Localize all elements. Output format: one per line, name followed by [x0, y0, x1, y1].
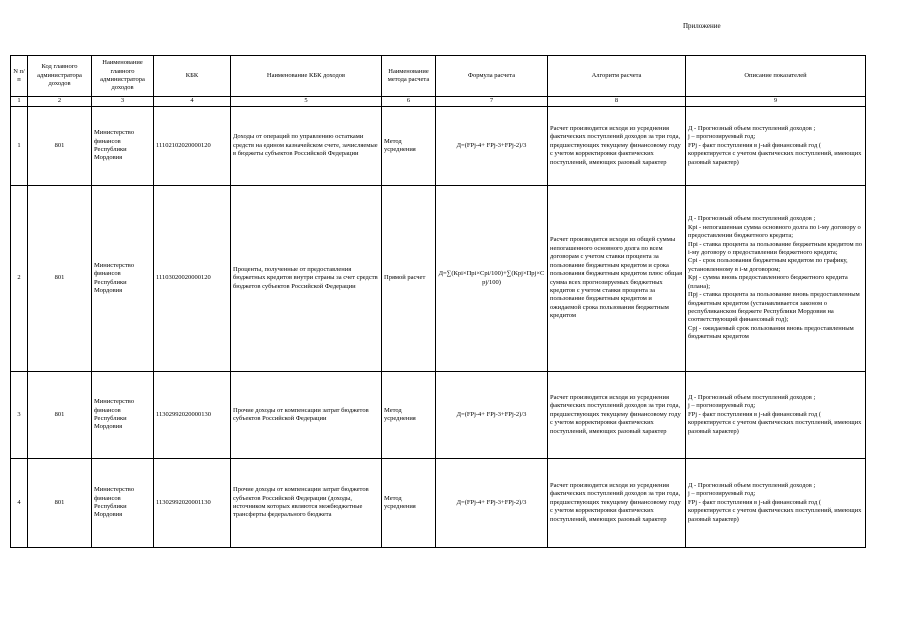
- appendix-label: Приложение: [683, 22, 721, 30]
- calc-algorithm: Расчет производится исходя из усреднения фактических поступлений доходов за три года, предшествующих текущему финансовому году с учетом корректировки фактических поступлений, имеющих разовый характер: [548, 107, 686, 186]
- calc-algorithm: Расчет производится исходя из общей суммы непогашенного основного долга по всем договорам с учетом ставки процента за пользование бюджетным кредитом и срока пользования бюджетным кредитом плюс общая сумма всех прогнозируемых бюджетных кредитов с учетом ставки процента за пользование бюджетным кредитом и ожидаемой срока пользования бюджетным кредитом: [548, 186, 686, 372]
- calc-formula: Д=∑(Кpi×Пpi×Cpi/100)+∑(Кpj×Пpj×Cpj/100): [436, 186, 548, 372]
- column-number: 3: [92, 97, 154, 107]
- header-cell: Описание показателей: [686, 56, 866, 97]
- table-row: [11, 107, 866, 186]
- admin-name: Министерство финансов Республики Мордовия: [92, 107, 154, 186]
- admin-code: 801: [28, 459, 92, 548]
- column-number: 8: [548, 97, 686, 107]
- description-line: j – прогнозируемый год;: [688, 133, 756, 141]
- description-line: Д - Прогнозный объем поступлений доходов ;: [688, 124, 816, 132]
- calc-method: Метод усреднения: [382, 459, 436, 548]
- calc-algorithm: Расчет производится исходя из усреднения фактических поступлений доходов за три года, предшествующих текущему финансовому году с учетом корректировки фактических поступлений, имеющих разовый характер: [548, 372, 686, 459]
- description-line: Д - Прогнозный объем поступлений доходов ;: [688, 481, 816, 489]
- description-line: j – прогнозируемый год;: [688, 490, 756, 498]
- kbk-name: Прочие доходы от компенсации затрат бюджетов субъектов Российской Федерации (доходы, источником которых являются межбюджетные трансферты федерального бюджета: [231, 459, 382, 548]
- kbk-name: Проценты, полученные от предоставления бюджетных кредитов внутри страны за счет средств бюджетов субъектов Российской Федерации: [231, 186, 382, 372]
- calc-algorithm: Расчет производится исходя из усреднения фактических поступлений доходов за три года, предшествующих текущему финансовому году с учетом корректировки фактических поступлений, имеющих разовый характер: [548, 459, 686, 548]
- header-cell: Код главного администратора доходов: [28, 56, 92, 97]
- column-number: 1: [11, 97, 28, 107]
- column-number-row: [11, 97, 866, 107]
- table-row: [11, 372, 866, 459]
- row-number: 2: [11, 186, 28, 372]
- calc-formula: Д=(FPj-4+ FPj-3+FPj-2)/3: [436, 107, 548, 186]
- header-cell: N п/п: [11, 56, 28, 97]
- column-number: 2: [28, 97, 92, 107]
- table-row: [11, 459, 866, 548]
- kbk-code: 11102102020000120: [154, 107, 231, 186]
- header-cell: Наименование метода расчета: [382, 56, 436, 97]
- calc-method: Метод усреднения: [382, 107, 436, 186]
- calc-formula: Д=(FPj-4+ FPj-3+FPj-2)/3: [436, 459, 548, 548]
- kbk-name: Доходы от операций по управлению остатками средств на едином казначейском счете, зачисляемые в бюджеты субъектов Российской Федерации: [231, 107, 382, 186]
- indicator-description: [686, 372, 866, 459]
- description-line: j – прогнозируемый год;: [688, 402, 756, 410]
- description-line: Cpj - ожидаемый срок пользования вновь предоставленным бюджетным кредитом: [688, 324, 854, 341]
- indicator-description: [686, 107, 866, 186]
- description-line: FPj - факт поступления в j-ый финансовый год ( корректируется с учетом фактических поступлений, имеющих разовый характер): [688, 410, 862, 435]
- admin-code: 801: [28, 372, 92, 459]
- admin-name: Министерство финансов Республики Мордовия: [92, 186, 154, 372]
- column-number: 4: [154, 97, 231, 107]
- row-number: 3: [11, 372, 28, 459]
- row-number: 1: [11, 107, 28, 186]
- indicator-description: [686, 459, 866, 548]
- admin-code: 801: [28, 107, 92, 186]
- calc-formula: Д=(FPj-4+ FPj-3+FPj-2)/3: [436, 372, 548, 459]
- description-line: Кpi - непогашенная сумма основного долга по i-му договору о предоставлении бюджетного кредита;: [688, 223, 861, 240]
- column-number: 7: [436, 97, 548, 107]
- header-cell: Алгоритм расчета: [548, 56, 686, 97]
- description-line: Cpi - срок пользования бюджетным кредитом по графику, установленному в i-м договором;: [688, 257, 848, 273]
- description-line: Д - Прогнозный объем поступлений доходов ;: [688, 215, 816, 223]
- description-line: Пpi - ставка процента за пользование бюджетным кредитом по i-му договору о предоставлении бюджетного кредита;: [688, 240, 862, 257]
- header-cell: Наименование КБК доходов: [231, 56, 382, 97]
- header-cell: Формула расчета: [436, 56, 548, 97]
- description-line: FPj - факт поступления в j-ый финансовый год ( корректируется с учетом фактических поступлений, имеющих разовый характер): [688, 498, 862, 523]
- kbk-code: 11103020020000120: [154, 186, 231, 372]
- column-number: 5: [231, 97, 382, 107]
- kbk-code: 11302992020000130: [154, 372, 231, 459]
- kbk-code: 11302992020001130: [154, 459, 231, 548]
- description-line: Кpj - сумма вновь предоставленного бюджетного кредита (плана);: [688, 274, 848, 290]
- row-number: 4: [11, 459, 28, 548]
- column-number: 6: [382, 97, 436, 107]
- revenue-methods-table: [10, 55, 866, 548]
- description-line: Пpj - ставка процента за пользование вновь предоставленным бюджетным кредитом (устанавливается законом о республиканском бюджете Республики Мордовия на соответствующий финансовый год);: [688, 291, 860, 324]
- header-cell: КБК: [154, 56, 231, 97]
- header-cell: Наименование главного администратора доходов: [92, 56, 154, 97]
- calc-method: Прямой расчет: [382, 186, 436, 372]
- indicator-description: [686, 186, 866, 372]
- admin-name: Министерство финансов Республики Мордовия: [92, 372, 154, 459]
- admin-name: Министерство финансов Республики Мордовия: [92, 459, 154, 548]
- calc-method: Метод усреднения: [382, 372, 436, 459]
- column-number: 9: [686, 97, 866, 107]
- table-row: [11, 186, 866, 372]
- admin-code: 801: [28, 186, 92, 372]
- description-line: FPj - факт поступления в j-ый финансовый год ( корректируется с учетом фактических поступлений, имеющих разовый характер): [688, 141, 862, 166]
- header-row: [11, 56, 866, 97]
- description-line: Д - Прогнозный объем поступлений доходов ;: [688, 393, 816, 401]
- kbk-name: Прочие доходы от компенсации затрат бюджетов субъектов Российской Федерации: [231, 372, 382, 459]
